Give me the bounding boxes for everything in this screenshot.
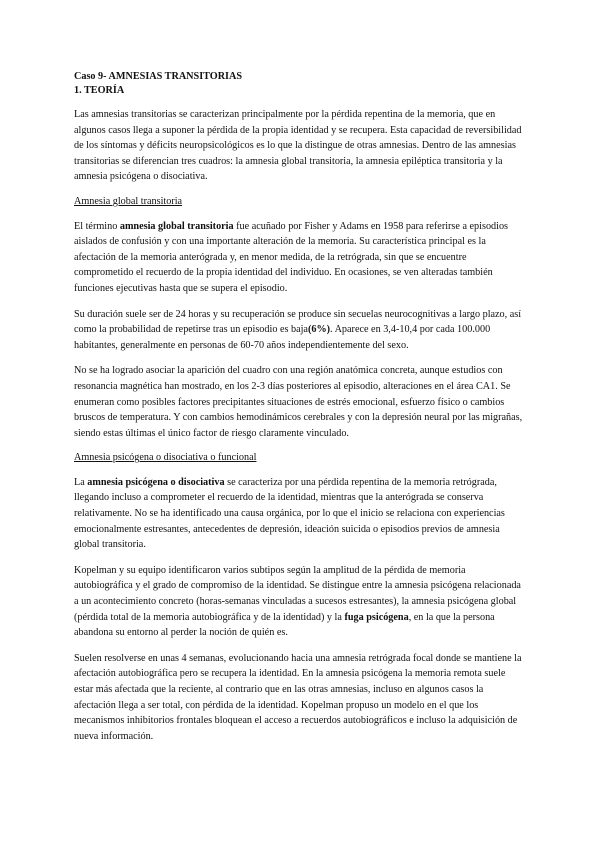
text-run: La <box>74 476 88 488</box>
global-section-title: Amnesia global transitoria <box>74 195 183 207</box>
intro-paragraph: Las amnesias transitorias se caracterizan principalmente por la pérdida repentina de la memoria, que en algunos casos llega a suponer la pérdida de la propia identidad y se recupera. Esta capacidad de reversibilidad de los síntomas y déficits neuropsicológicos es lo que la distingue de otras amnesias. Dentro de las amnesias transitorias se diferencian tres cuadros: la amnesia global transitoria, la amnesia epiléptica transitoria y la amnesia psicógena o disociativa. <box>74 109 522 183</box>
text-run: se caracteriza por una pérdida repentina de la memoria retrógrada, llegando incluso a comprometer el recuerdo de la identidad, mientras que la anterógrada se conserva relativamente. No se ha identificado una causa orgánica, por lo que el inicio se relaciona con experiencias emocionalmente estresantes, antecedentes de depresión, ideación suicida o episodios previos de amnesia global transitoria. <box>74 476 505 551</box>
bold-term: amnesia global transitoria <box>119 220 234 232</box>
bold-term: amnesia psicógena o disociativa <box>87 476 225 488</box>
text-run: Su duración suele ser de 24 horas y su recuperación se produce sin secuelas neurocognitivas a largo plazo, así como la probabilidad de repetirse tras un episodio es baja <box>74 308 522 336</box>
bold-term: (6%) <box>307 324 331 336</box>
text-run: , en la que la persona abandona su entorno al perder la noción de quién es. <box>74 611 495 639</box>
global-paragraph-2 <box>74 307 526 354</box>
psych-section-title: Amnesia psicógena o disociativa o funcional <box>74 452 257 464</box>
section-theory-heading: 1. TEORÍA <box>74 84 125 96</box>
text-run: fue acuñado por Fisher y Adams en 1958 para referirse a episodios aislados de confusión y con una importante alteración de la memoria. Su característica principal es la afectación de la memoria anterógrada y, en menor medida, de la retrógrada, sin que se encuentre comprometido el recuerdo de la propia identidad del individuo. En ocasiones, se ven alteradas también funciones ejecutivas hasta que se supera el episodio. <box>74 220 509 294</box>
case-title: Caso 9- AMNESIAS TRANSITORIAS <box>74 71 243 82</box>
global-paragraph-1 <box>74 219 526 297</box>
text-run: . Aparece en 3,4-10,4 por cada 100.000 habitantes, generalmente en personas de 60-70 años independientemente del sexo. <box>74 324 491 351</box>
global-paragraph-3: No se ha logrado asociar la aparición del cuadro con una región anatómica concreta, aunque estudios con resonancia magnética han mostrado, en los 2-3 días posteriores al episodio, alteraciones en el área CA1. Se enumeran como posibles factores precipitantes situaciones de estrés emocional, esfuerzo físico o cambios bruscos de temperatura. Y con cambios hemodinámicos cerebrales y con la depresión neural por las migrañas, siendo estas últimas el único factor de riesgo claramente vinculado. <box>74 365 523 439</box>
psych-paragraph-2 <box>74 563 526 641</box>
text-run: Kopelman y su equipo identificaron varios subtipos según la amplitud de la pérdida de memoria autobiográfica y el grado de compromiso de la identidad. Se distingue entre la amnesia psicógena relacionada a un acontecimiento concreto (horas-semanas vinculadas a sucesos estresantes), la amnesia psicógena global (pérdida total de la memoria autobiográfica y de la identidad) y la <box>74 564 521 623</box>
psych-paragraph-1 <box>74 475 526 553</box>
text-run: El término <box>74 220 120 232</box>
psych-paragraph-3: Suelen resolverse en unas 4 semanas, evolucionando hacia una amnesia retrógrada focal donde se mantiene la afectación autobiográfica pero se recupera la identidad. En la amnesia psicógena la memoria remota suele estar más afectada que la reciente, al contrario que en las otras amnesias, incluso en algunos casos la afectación llega a ser total, con pérdida de la identidad. Kopelman propuso un modelo en el que los mecanismos inhibitorios frontales bloquean el acceso a recuerdos autobiográficos e incluso la adquisición de nueva información. <box>74 652 522 742</box>
bold-term: fuga psicógena <box>344 611 409 623</box>
